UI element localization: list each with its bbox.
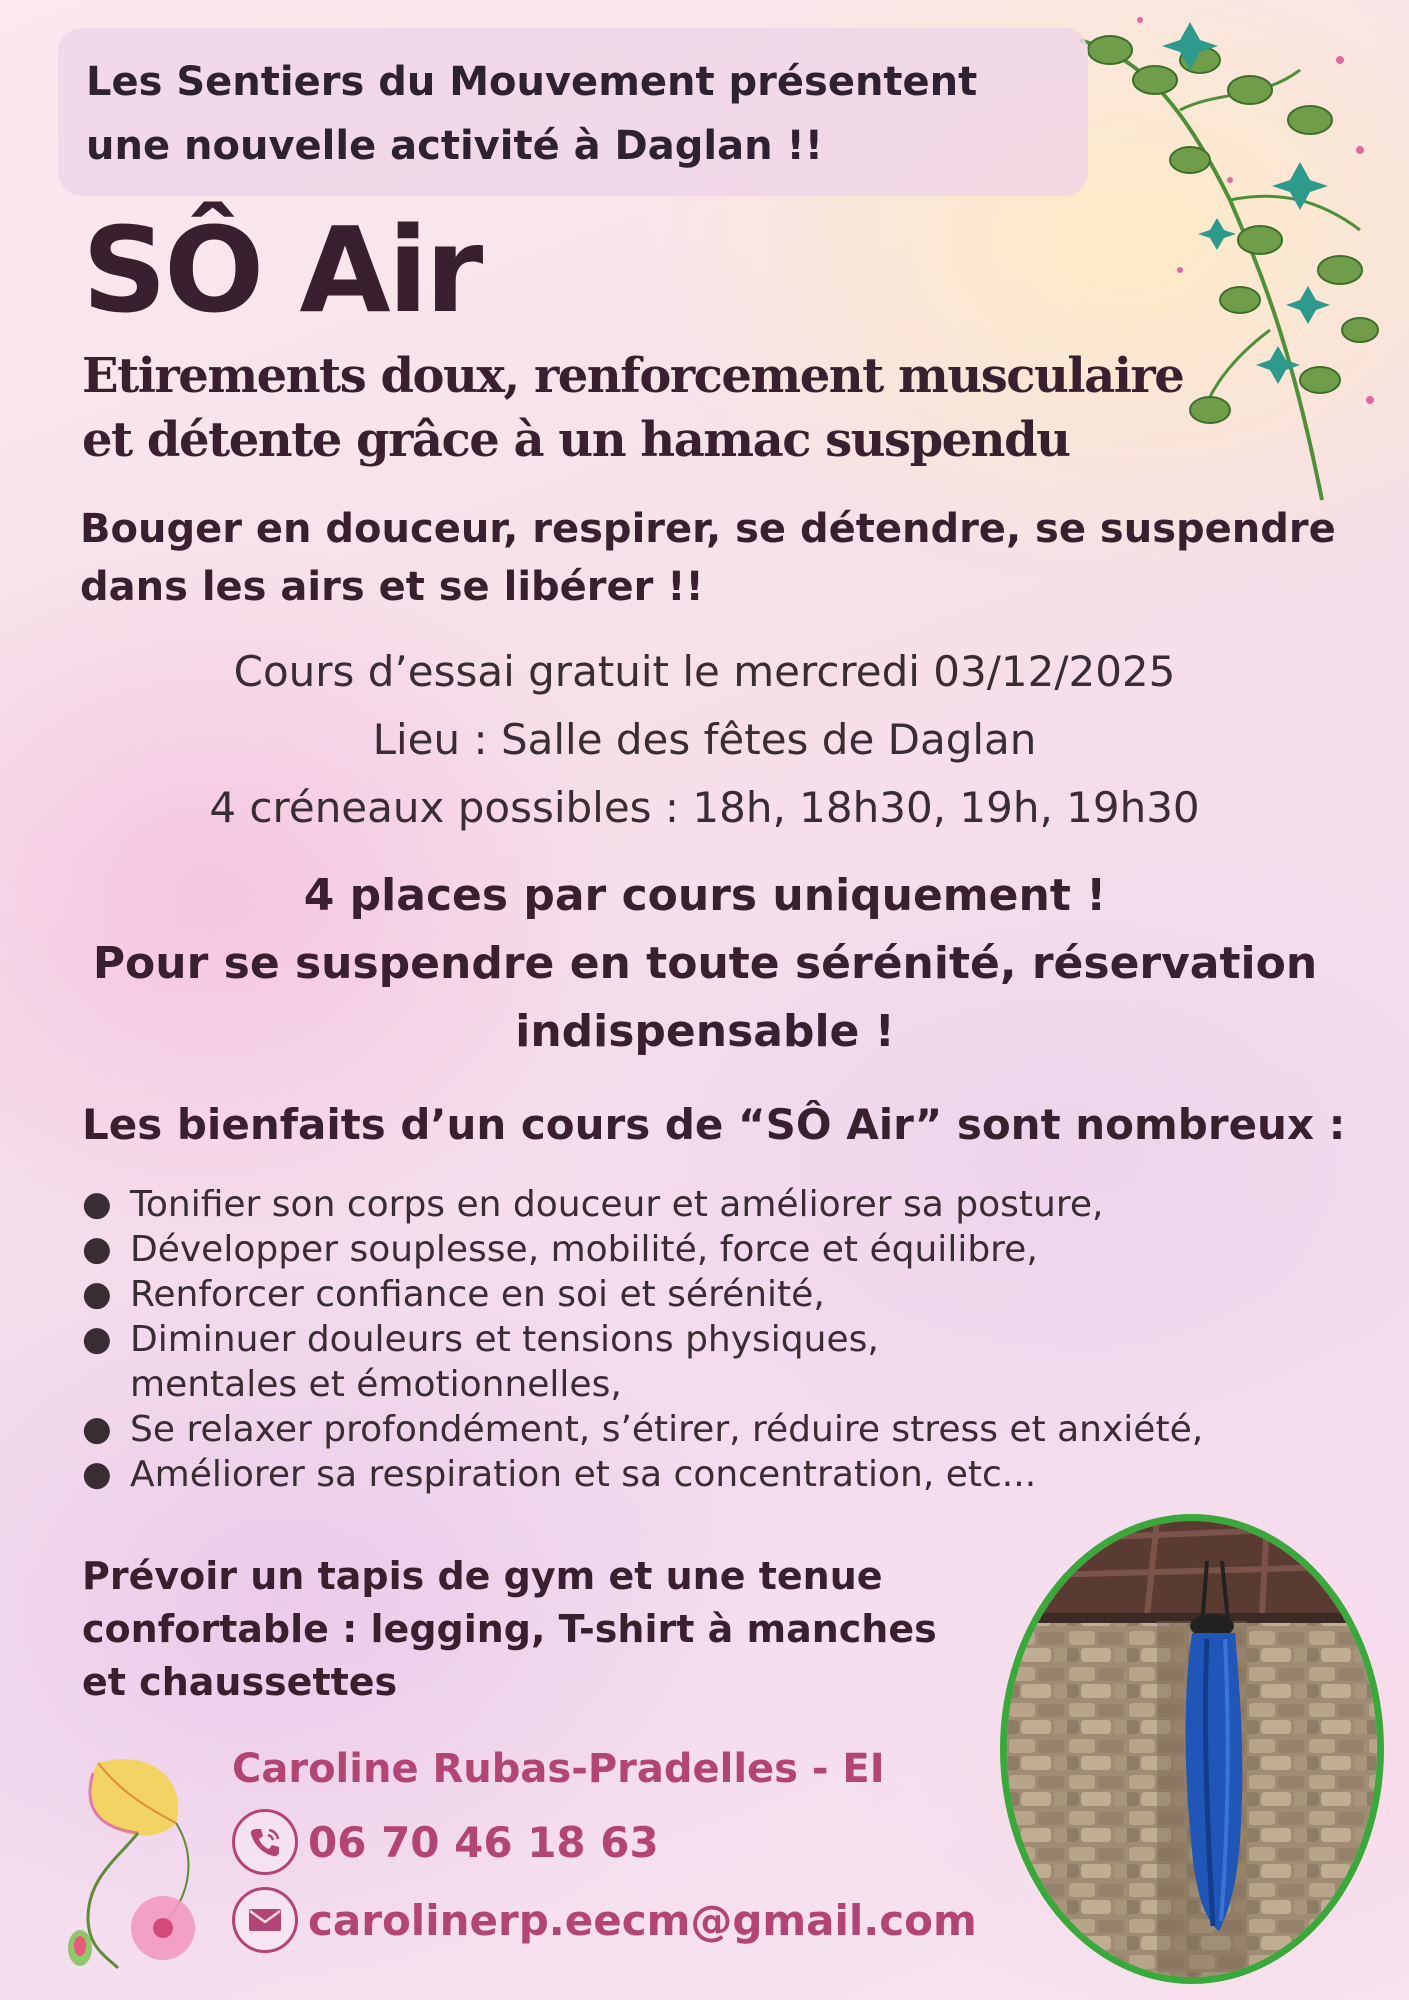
phone-icon (232, 1809, 298, 1875)
benefits-list (80, 1182, 1320, 1497)
tagline (80, 500, 1336, 616)
booking-line-1: 4 places par cours uniquement ! (303, 870, 1107, 921)
booking-notice (60, 862, 1350, 1066)
email-address[interactable]: carolinerp.eecm@gmail.com (308, 1895, 977, 1945)
email-row[interactable] (232, 1887, 977, 1953)
subtitle-line-2: et détente grâce à un hamac suspendu (82, 412, 1070, 468)
time-slots: 4 créneaux possibles : 18h, 18h30, 19h, 19h30 (209, 783, 1200, 832)
tagline-line-1: Bouger en douceur, respirer, se détendre, se suspendre (80, 506, 1336, 552)
activity-subtitle (82, 344, 1183, 472)
list-item: ● Diminuer douleurs et tensions physiques, mentales et émotionnelles, (82, 1319, 879, 1405)
list-item: ● Tonifier son corps en douceur et améliorer sa posture, (82, 1184, 1104, 1225)
hammock-photo (1000, 1514, 1384, 1984)
flower-logo (58, 1748, 218, 1978)
equipment-line-1: Prévoir un tapis de gym et une tenue (82, 1554, 883, 1598)
tagline-line-2: dans les airs et se libérer !! (80, 564, 704, 610)
subtitle-line-1: Etirements doux, renforcement musculaire (82, 348, 1184, 404)
equipment-line-2: confortable : legging, T-shirt à manches (82, 1607, 937, 1651)
list-item: ● Développer souplesse, mobilité, force et équilibre, (82, 1229, 1038, 1270)
equipment-line-3: et chaussettes (82, 1660, 398, 1704)
booking-line-3: indispensable ! (515, 1006, 895, 1057)
contact-name: Caroline Rubas-Pradelles - EI (232, 1746, 885, 1792)
bullet-icon: ● (82, 1319, 112, 1359)
envelope-icon (232, 1887, 298, 1953)
intro-line-2: une nouvelle activité à Daglan !! (86, 123, 823, 169)
phone-row[interactable] (232, 1809, 659, 1875)
equipment-note (82, 1550, 937, 1709)
activity-title: SÔ Air (82, 201, 481, 339)
bullet-icon: ● (82, 1229, 112, 1269)
intro-box (58, 28, 1088, 196)
bullet-icon: ● (82, 1454, 112, 1494)
phone-number[interactable]: 06 70 46 18 63 (308, 1817, 659, 1867)
event-info (0, 638, 1409, 842)
bullet-icon: ● (82, 1274, 112, 1314)
list-item: ● Se relaxer profondément, s’étirer, réduire stress et anxiété, (82, 1409, 1204, 1450)
trial-date: Cours d’essai gratuit le mercredi 03/12/2025 (233, 647, 1176, 696)
venue: Lieu : Salle des fêtes de Daglan (372, 715, 1037, 764)
bullet-icon: ● (82, 1409, 112, 1449)
benefits-heading: Les bienfaits d’un cours de “SÔ Air” sont nombreux : (82, 1100, 1346, 1149)
booking-line-2: Pour se suspendre en toute sérénité, réservation (92, 938, 1318, 989)
hammock-photo-illustration (1007, 1521, 1377, 1977)
list-item: ● Améliorer sa respiration et sa concentration, etc... (82, 1454, 1037, 1495)
bullet-icon: ● (82, 1184, 112, 1224)
list-item: ● Renforcer confiance en soi et sérénité, (82, 1274, 825, 1315)
intro-line-1: Les Sentiers du Mouvement présentent (86, 59, 978, 105)
